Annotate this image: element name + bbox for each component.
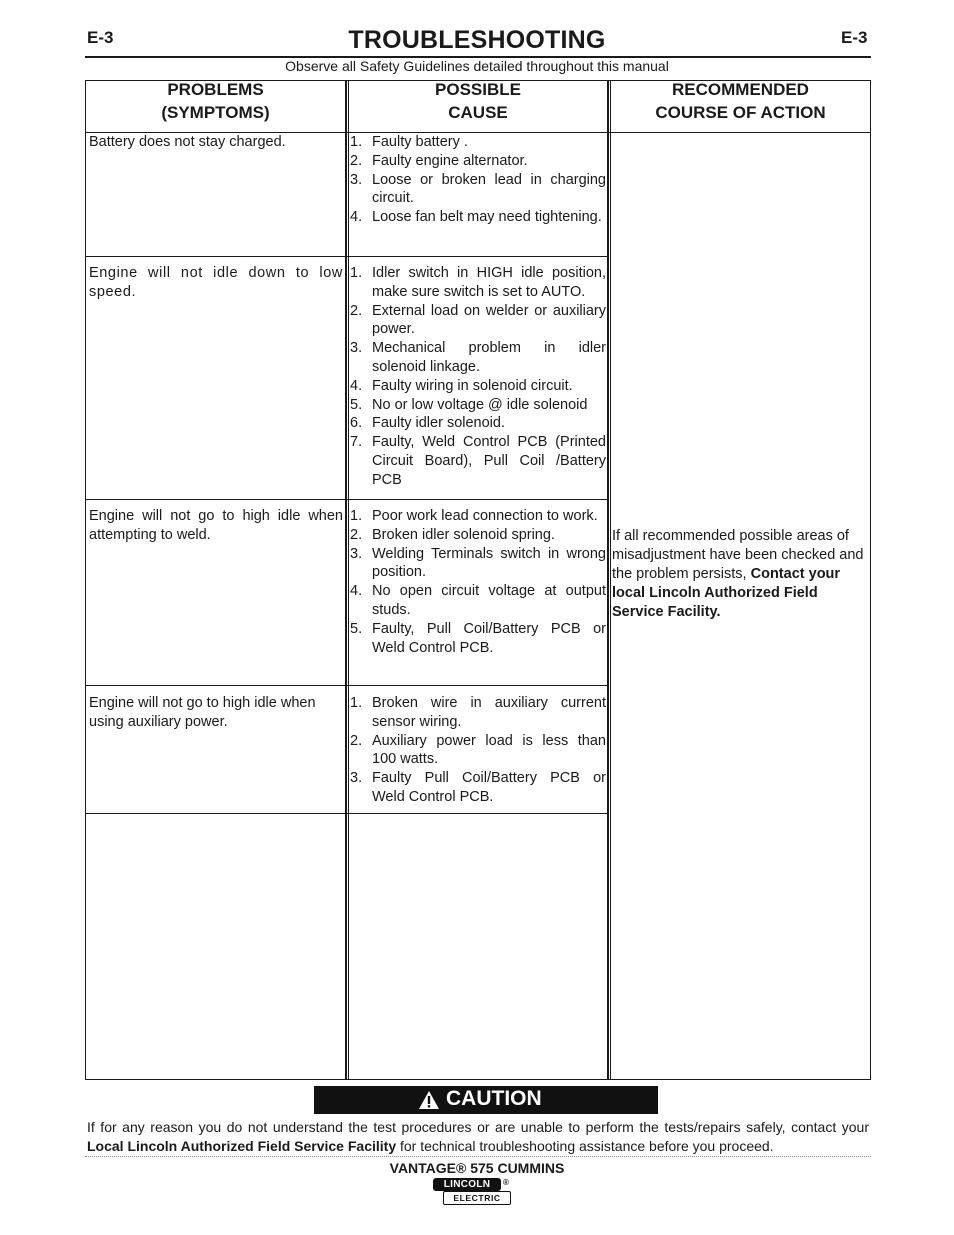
header-problems-line1: PROBLEMS [167, 80, 264, 99]
column-divider-2b [610, 80, 611, 1080]
cause-item: 2. Faulty engine alternator. [350, 152, 528, 169]
column-divider-2 [607, 80, 609, 1080]
caution-text [87, 1118, 869, 1156]
page-code-right: E-3 [841, 28, 868, 47]
cause-item: 4. No open circuit voltage at output studs. [350, 583, 606, 618]
symptom-cell: Engine will not idle down to low speed. [89, 265, 343, 300]
symptom-cell: Engine will not go to high idle when attempting to weld. [89, 508, 343, 543]
caution-text-before: If for any reason you do not understand the test procedures or are unable to perform the tests/repairs safely, contact your [87, 1119, 869, 1135]
symptom-cell: Battery does not stay charged. [89, 134, 286, 150]
cause-item: 3. Welding Terminals switch in wrong position. [350, 545, 606, 581]
header-problems-line2: (SYMPTOMS) [161, 103, 270, 122]
cause-item: 5. No or low voltage @ idle solenoid [350, 396, 588, 413]
cause-item: 1. Faulty battery . [350, 134, 468, 150]
page-title: TROUBLESHOOTING [348, 26, 606, 54]
action-text: If all recommended possible areas of misadjustment have been checked and the problem persists, [612, 528, 864, 582]
logo-registered-mark: ® [503, 1178, 509, 1187]
caution-banner [314, 1086, 658, 1114]
caution-label: CAUTION [446, 1087, 542, 1110]
header-cause-line1: POSSIBLE [435, 80, 521, 99]
cause-item: 6. Faulty idler solenoid. [350, 415, 505, 432]
logo-bottom-text: ELECTRIC [443, 1191, 511, 1205]
header-cause-line2: CAUSE [448, 103, 508, 122]
row-divider [85, 685, 609, 686]
caution-text-bold: Local Lincoln Authorized Field Service Facility [87, 1138, 397, 1154]
cause-item: 1. Broken wire in auxiliary current sensor wiring. [350, 695, 606, 730]
safety-note: Observe all Safety Guidelines detailed throughout this manual [285, 58, 669, 74]
cause-item: 3. Mechanical problem in idler solenoid linkage. [350, 340, 606, 375]
page-code-left: E-3 [87, 28, 114, 47]
cause-item: 3. Loose or broken lead in charging circuit. [350, 171, 606, 207]
cause-item: 4. Faulty wiring in solenoid circuit. [350, 377, 573, 394]
cause-list [350, 264, 606, 490]
lincoln-electric-logo [433, 1178, 511, 1206]
column-divider-1b [348, 80, 349, 1080]
caution-text-after: for technical troubleshooting assistance before you proceed. [396, 1138, 774, 1154]
cause-item: 4. Loose fan belt may need tightening. [350, 209, 602, 226]
warning-triangle-icon [418, 1090, 440, 1110]
cause-list [350, 133, 606, 227]
model-name: VANTAGE® 575 CUMMINS [389, 1160, 565, 1176]
action-bold-text: Contact your local Lincoln Authorized Field Service Facility. [612, 566, 841, 620]
cause-list [350, 507, 606, 657]
footer-divider [85, 1156, 871, 1157]
header-action [611, 78, 870, 124]
column-divider-1 [345, 80, 347, 1080]
header-cause [349, 78, 607, 124]
logo-top-text: LINCOLN [433, 1178, 501, 1191]
cause-item: 5. Faulty, Pull Coil/Battery PCB or Weld Control PCB. [350, 620, 606, 656]
cause-item: 3. Faulty Pull Coil/Battery PCB or Weld Control PCB. [350, 770, 606, 805]
header-action-line1: RECOMMENDED [672, 80, 809, 99]
cause-item: 2. Broken idler solenoid spring. [350, 526, 555, 543]
cause-item: 2. Auxiliary power load is less than 100 watts. [350, 732, 606, 768]
row-divider [85, 499, 609, 500]
cause-item: 1. Poor work lead connection to work. [350, 508, 598, 524]
recommended-action [612, 527, 868, 622]
row-divider [85, 256, 609, 257]
row-divider [85, 813, 609, 814]
cause-item: 7. Faulty, Weld Control PCB (Printed Circuit Board), Pull Coil /Battery PCB [350, 434, 606, 488]
header-problems [86, 78, 345, 124]
symptom-cell: Engine will not go to high idle when using auxiliary power. [89, 695, 316, 730]
header-action-line2: COURSE OF ACTION [655, 103, 826, 122]
cause-list [350, 694, 606, 807]
cause-item: 1. Idler switch in HIGH idle position, make sure switch is set to AUTO. [350, 265, 606, 300]
cause-item: 2. External load on welder or auxiliary power. [350, 302, 606, 338]
